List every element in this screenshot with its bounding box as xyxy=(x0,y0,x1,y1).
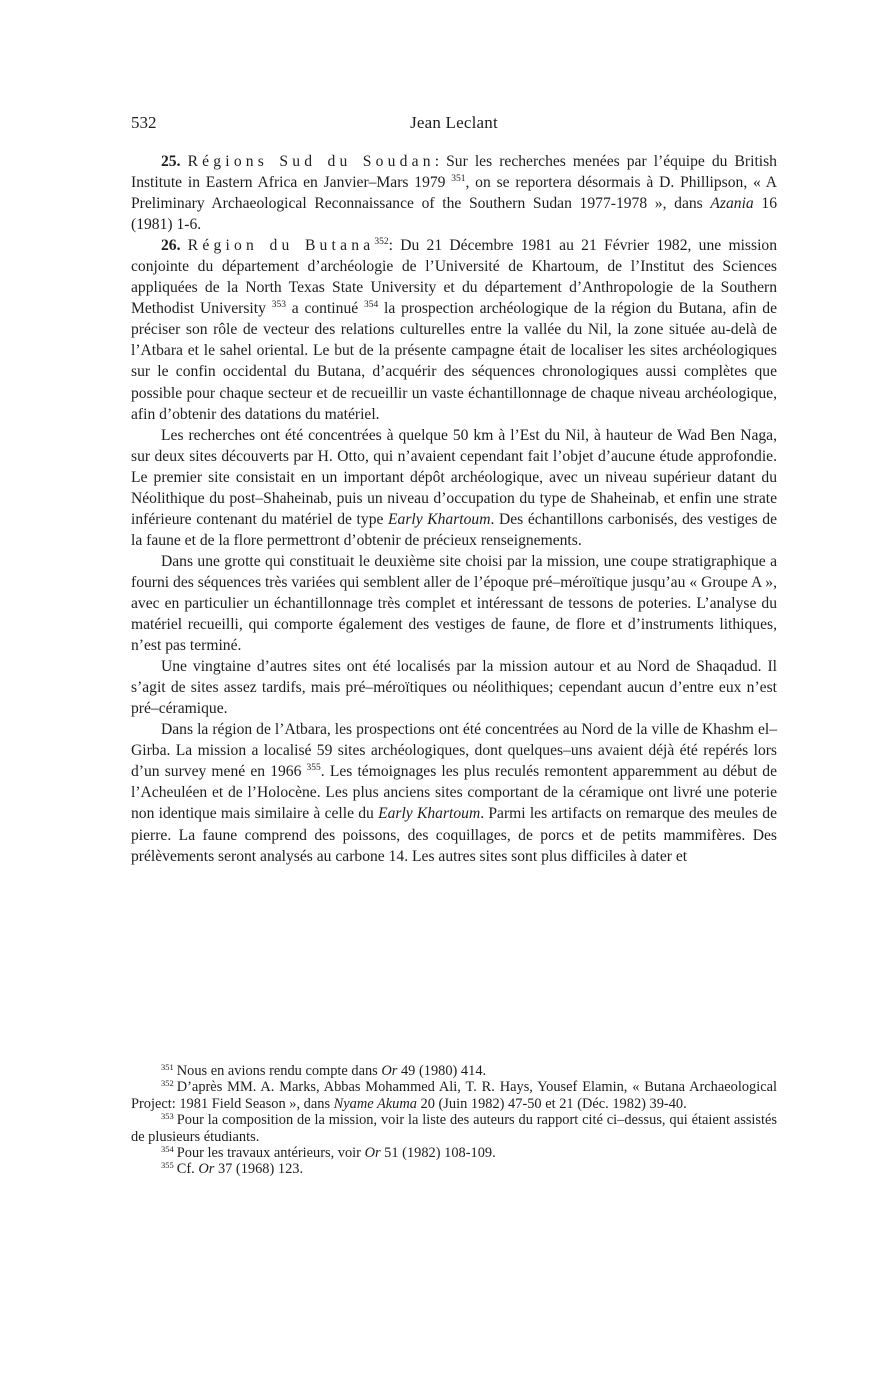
footnote-353 xyxy=(131,1112,777,1145)
footnote-text xyxy=(177,1063,486,1079)
italic-text: Or xyxy=(198,1161,215,1178)
text-run: Une vingtaine d’autres sites ont été localisés par la mission autour et au Nord de Shaqadud. Il s’agit de sites assez tardifs, mais pré–méroïtiques ou néolithiques; cependant aucun d’entre eux n’est pré–céramique. xyxy=(131,658,777,718)
text-run: D’après MM. A. Marks, Abbas Mohammed Ali, T. R. Hays, Yousef Elamin, « Butana Archaeological Project: 1981 Field Season », dans xyxy=(131,1079,777,1112)
footnote-text xyxy=(131,1079,777,1111)
text-run: Dans la région de l’Atbara, les prospections ont été concentrées au Nord de la ville de Khashm el–Girba. La mission a localisé 59 sites archéologiques, dont quelques–uns avaient déjà été repérés lors d’un survey mené en 1966 xyxy=(131,721,777,781)
footnote-number: 355 xyxy=(161,1160,174,1171)
footnote-355 xyxy=(131,1161,777,1177)
text-run: 20 (Juin 1982) 47-50 et 21 (Déc. 1982) 39-40. xyxy=(416,1095,687,1112)
text-run: 49 (1980) 414. xyxy=(397,1063,487,1079)
text-run xyxy=(181,237,188,254)
footnote-351 xyxy=(131,1063,777,1079)
text-run: 16 (1981) 1-6. xyxy=(131,195,777,234)
paragraph-regions-sud-du-soudan xyxy=(131,151,777,235)
text-run: . Parmi les artifacts on remarque des meules de pierre. La faune comprend des poissons, des coquillages, de porcs et de petits mammifères. Des prélèvements seront analysés au carbone 14. Les autres sites sont plus difficiles à dater et xyxy=(131,805,777,865)
text-run: Dans une grotte qui constituait le deuxième site choisi par la mission, une coupe stratigraphique a fourni des séquences très variées qui semblent aller de l’époque pré–méroïtique jusqu’au « Groupe A », avec en particulier un échantillonnage très complet et intéressant de tessons de poteries. L’analyse du matériel recueilli, qui comporte également des vestiges de faune, de flore et d’instruments lithiques, n’est pas terminé. xyxy=(131,552,777,655)
text-run: 37 (1968) 123. xyxy=(214,1161,304,1178)
text-run: Les recherches ont été concentrées à quelque 50 km à l’Est du Nil, à hauteur de Wad Ben Naga, sur deux sites découverts par H. Otto, qui n’avaient cependant fait l’objet d’aucune étude approfondie. Le premier site consistait en un important dépôt archéologique, avec un niveau supérieur datant du Néolithique du post–Shaheinab, puis un niveau d’occupation du type de Shaheinab, et enfin une strate inférieure contenant du matériel de type xyxy=(131,426,777,528)
paragraph-grotte-deuxieme-site xyxy=(131,551,777,656)
italic-text: Early Khartoum xyxy=(388,510,491,528)
footnote-ref: 355 xyxy=(306,763,321,774)
section-number: 26. xyxy=(161,237,181,255)
footnote-ref: 352 xyxy=(374,237,389,248)
footnote-ref: 354 xyxy=(363,300,379,311)
section-heading: Région du Butana xyxy=(187,237,375,255)
footnotes xyxy=(131,1063,777,1178)
body-text xyxy=(131,151,777,867)
footnote-number: 354 xyxy=(161,1144,174,1155)
footnote-354 xyxy=(131,1145,777,1161)
text-run: . Des échantillons carbonisés, des vestiges de la faune et de la flore permettront d’obtenir de précieux renseignements. xyxy=(131,510,777,549)
footnote-ref: 351 xyxy=(451,174,466,185)
paragraph-region-du-butana xyxy=(131,235,777,424)
paragraph-shaqadud-sites xyxy=(131,656,777,719)
running-head: Jean Leclant xyxy=(410,113,498,132)
footnote-text xyxy=(177,1161,303,1177)
footnote-number: 353 xyxy=(161,1111,174,1122)
text-run: : Sur les recherches menées par l’équipe du British Institute in Eastern Africa en Janvier–Mars 1979 xyxy=(131,153,777,192)
text-run: Pour les travaux antérieurs, voir xyxy=(176,1145,365,1162)
paragraph-recherches-wad-ben-naga xyxy=(131,425,777,551)
text-run: a continué xyxy=(285,300,364,318)
text-run: 51 (1982) 108-109. xyxy=(380,1145,496,1162)
footnote-number: 352 xyxy=(161,1078,174,1089)
text-run: , on se reportera désormais à D. Phillipson, « A Preliminary Archaeological Reconnaissance of the Southern Sudan 1977-1978 », dans xyxy=(131,174,777,213)
italic-text: Or xyxy=(381,1063,398,1079)
text-run: la prospection archéologique de la région du Butana, afin de préciser son rôle de vecteur des relations culturelles entre la vallée du Nil, la zone située au-delà de l’Atbara et le sahel oriental. Le but de la présente campagne était de localiser les sites archéologiques sur le confin occidental du Butana, d’acquérir des séquences chronologiques aussi complètes que possible pour chaque secteur et de recueillir un vaste échantillonnage de chaque niveau archéologique, afin d’obtenir des datations du matériel. xyxy=(131,300,778,423)
text-run: : Du 21 Décembre 1981 au 21 Février 1982, une mission conjointe du département d’archéologie de l’Université de Khartoum, de l’Institut des Sciences appliquées de la North Texas State University et du département d’Anthropologie de la Southern Methodist University xyxy=(131,237,777,318)
footnote-number: 351 xyxy=(161,1062,174,1072)
section-heading: Régions Sud du Soudan xyxy=(187,153,435,170)
text-run: Pour la composition de la mission, voir la liste des auteurs du rapport cité ci–dessus, qui étaient assistés de plusieurs étudiants. xyxy=(131,1112,777,1145)
italic-text: Or xyxy=(364,1145,381,1162)
footnote-text xyxy=(177,1145,496,1161)
text-run: Nous en avions rendu compte dans xyxy=(176,1063,382,1079)
page-number: 532 xyxy=(131,113,157,132)
text-run: Cf. xyxy=(176,1161,199,1178)
italic-text: Azania xyxy=(710,195,754,213)
text-run xyxy=(181,153,188,170)
footnote-352 xyxy=(131,1079,777,1112)
italic-text: Nyame Akuma xyxy=(333,1095,417,1112)
footnote-ref: 353 xyxy=(271,300,286,311)
page-header xyxy=(131,113,777,141)
text-run: . Les témoignages les plus reculés remontent apparemment au début de l’Acheuléen et de l’Holocène. Les plus anciens sites comportant de la céramique ont livré une poterie non identique mais similaire à celle du xyxy=(131,763,778,823)
section-number: 25. xyxy=(161,153,181,170)
italic-text: Early Khartoum xyxy=(378,805,481,823)
paragraph-region-atbara xyxy=(131,719,777,866)
footnote-text xyxy=(131,1112,777,1144)
